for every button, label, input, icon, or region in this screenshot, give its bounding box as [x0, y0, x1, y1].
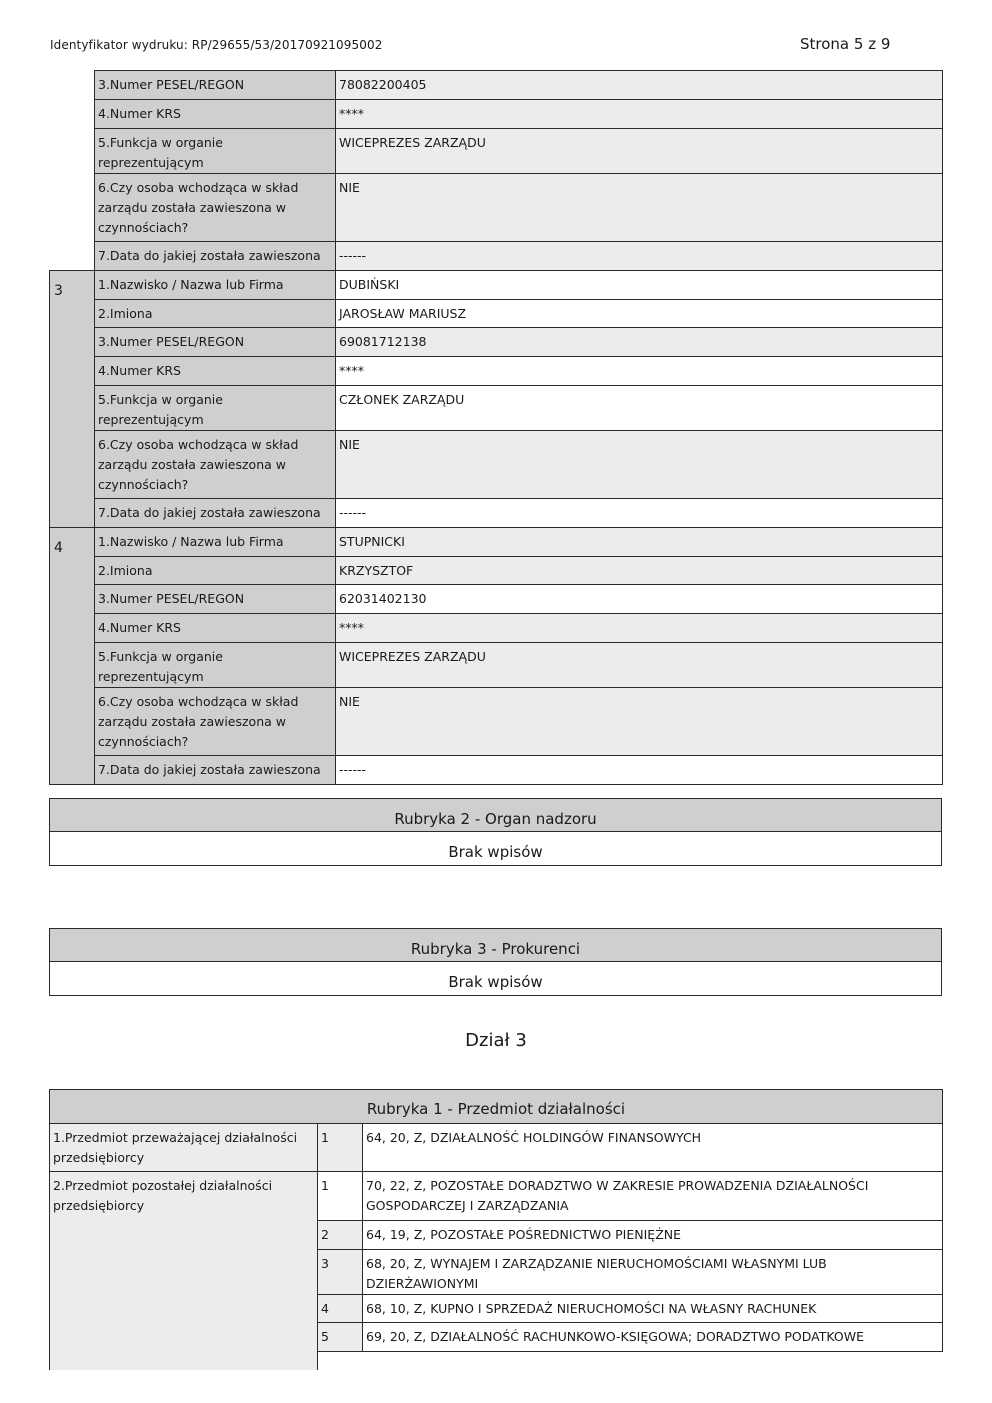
value-krs: ****	[336, 357, 943, 386]
table-row	[50, 1172, 943, 1221]
table-row	[50, 756, 943, 785]
blank-cell	[318, 1352, 943, 1370]
table-row	[50, 1124, 943, 1172]
rubryka-1-title: Rubryka 1 - Przedmiot działalności	[50, 1090, 943, 1124]
label-funkcja: 5.Funkcja w organie reprezentującym	[95, 386, 336, 431]
table-header-row	[50, 1090, 943, 1124]
blank-cell	[50, 242, 95, 271]
table-row	[50, 174, 943, 242]
value-data: ------	[336, 242, 943, 271]
pozostala-no: 3	[318, 1250, 363, 1295]
page-number: Strona 5 z 9	[800, 35, 891, 53]
pozostala-text: 70, 22, Z, POZOSTAŁE DORADZTWO W ZAKRESIE PROWADZENIA DZIAŁALNOŚCI GOSPODARCZEJ I ZARZĄDZANIA	[363, 1172, 943, 1221]
table-row	[50, 100, 943, 129]
value-funkcja: WICEPREZES ZARZĄDU	[336, 129, 943, 174]
label-data: 7.Data do jakiej została zawieszona	[95, 499, 336, 528]
label-zawieszona: 6.Czy osoba wchodząca w skład zarządu została zawieszona w czynnościach?	[95, 174, 336, 242]
table-row	[50, 557, 943, 585]
table-row	[50, 129, 943, 174]
person-number: 3	[50, 271, 95, 528]
label-nazwisko: 1.Nazwisko / Nazwa lub Firma	[95, 528, 336, 557]
value-data: ------	[336, 756, 943, 785]
value-pesel: 62031402130	[336, 585, 943, 614]
przewazajaca-no: 1	[318, 1124, 363, 1172]
label-zawieszona: 6.Czy osoba wchodząca w skład zarządu została zawieszona w czynnościach?	[95, 688, 336, 756]
table-row	[50, 386, 943, 431]
label-imiona: 2.Imiona	[95, 557, 336, 585]
pozostala-text: 69, 20, Z, DZIAŁALNOŚĆ RACHUNKOWO-KSIĘGOWA; DORADZTWO PODATKOWE	[363, 1323, 943, 1352]
table-row	[50, 688, 943, 756]
section-title: Dział 3	[465, 1030, 527, 1051]
label-zawieszona: 6.Czy osoba wchodząca w skład zarządu została zawieszona w czynnościach?	[95, 431, 336, 499]
table-row	[50, 328, 943, 357]
label-imiona: 2.Imiona	[95, 300, 336, 328]
activity-table	[49, 1089, 943, 1370]
rubryka-2-body: Brak wpisów	[50, 832, 941, 865]
value-zawieszona: NIE	[336, 688, 943, 756]
table-row	[50, 499, 943, 528]
value-krs: ****	[336, 614, 943, 643]
label-data: 7.Data do jakiej została zawieszona	[95, 756, 336, 785]
rubryka-3-body: Brak wpisów	[50, 962, 941, 995]
print-identifier: Identyfikator wydruku: RP/29655/53/20170921095002	[50, 38, 383, 52]
label-funkcja: 5.Funkcja w organie reprezentującym	[95, 643, 336, 688]
pozostala-text: 68, 10, Z, KUPNO I SPRZEDAŻ NIERUCHOMOŚCI NA WŁASNY RACHUNEK	[363, 1295, 943, 1323]
value-funkcja: CZŁONEK ZARZĄDU	[336, 386, 943, 431]
pozostala-no: 4	[318, 1295, 363, 1323]
label-pesel: 3.Numer PESEL/REGON	[95, 328, 336, 357]
value-zawieszona: NIE	[336, 174, 943, 242]
table-row	[50, 242, 943, 271]
value-data: ------	[336, 499, 943, 528]
value-funkcja: WICEPREZES ZARZĄDU	[336, 643, 943, 688]
table-row	[50, 643, 943, 688]
label-pesel: 3.Numer PESEL/REGON	[95, 71, 336, 100]
rubryka-2-title: Rubryka 2 - Organ nadzoru	[50, 799, 941, 832]
pozostala-no: 2	[318, 1221, 363, 1250]
label-krs: 4.Numer KRS	[95, 357, 336, 386]
blank-cell	[50, 174, 95, 242]
blank-cell	[50, 100, 95, 129]
value-zawieszona: NIE	[336, 431, 943, 499]
person-number: 4	[50, 528, 95, 785]
blank-cell	[50, 71, 95, 100]
table-row	[50, 271, 943, 300]
table-row	[50, 71, 943, 100]
label-nazwisko: 1.Nazwisko / Nazwa lub Firma	[95, 271, 336, 300]
rubryka-3-title: Rubryka 3 - Prokurenci	[50, 929, 941, 962]
value-nazwisko: STUPNICKI	[336, 528, 943, 557]
table-row	[50, 431, 943, 499]
table-row	[50, 585, 943, 614]
label-krs: 4.Numer KRS	[95, 100, 336, 129]
table-row	[50, 357, 943, 386]
pozostala-text: 64, 19, Z, POZOSTAŁE POŚREDNICTWO PIENIĘŻNE	[363, 1221, 943, 1250]
przewazajaca-label: 1.Przedmiot przeważającej działalności przedsiębiorcy	[50, 1124, 318, 1172]
value-nazwisko: DUBIŃSKI	[336, 271, 943, 300]
rubryka-3-box	[49, 928, 942, 996]
value-pesel: 69081712138	[336, 328, 943, 357]
value-imiona: KRZYSZTOF	[336, 557, 943, 585]
przewazajaca-text: 64, 20, Z, DZIAŁALNOŚĆ HOLDINGÓW FINANSOWYCH	[363, 1124, 943, 1172]
label-data: 7.Data do jakiej została zawieszona	[95, 242, 336, 271]
label-funkcja: 5.Funkcja w organie reprezentującym	[95, 129, 336, 174]
table-row	[50, 614, 943, 643]
label-pesel: 3.Numer PESEL/REGON	[95, 585, 336, 614]
pozostala-text: 68, 20, Z, WYNAJEM I ZARZĄDZANIE NIERUCHOMOŚCIAMI WŁASNYMI LUB DZIERŻAWIONYMI	[363, 1250, 943, 1295]
blank-cell	[50, 129, 95, 174]
value-imiona: JAROSŁAW MARIUSZ	[336, 300, 943, 328]
pozostala-no: 5	[318, 1323, 363, 1352]
table-row	[50, 300, 943, 328]
table-row	[50, 528, 943, 557]
pozostala-no: 1	[318, 1172, 363, 1221]
rubryka-2-box	[49, 798, 942, 866]
value-krs: ****	[336, 100, 943, 129]
value-pesel: 78082200405	[336, 71, 943, 100]
management-board-table	[49, 70, 943, 785]
label-krs: 4.Numer KRS	[95, 614, 336, 643]
pozostala-label: 2.Przedmiot pozostałej działalności przedsiębiorcy	[50, 1172, 318, 1370]
